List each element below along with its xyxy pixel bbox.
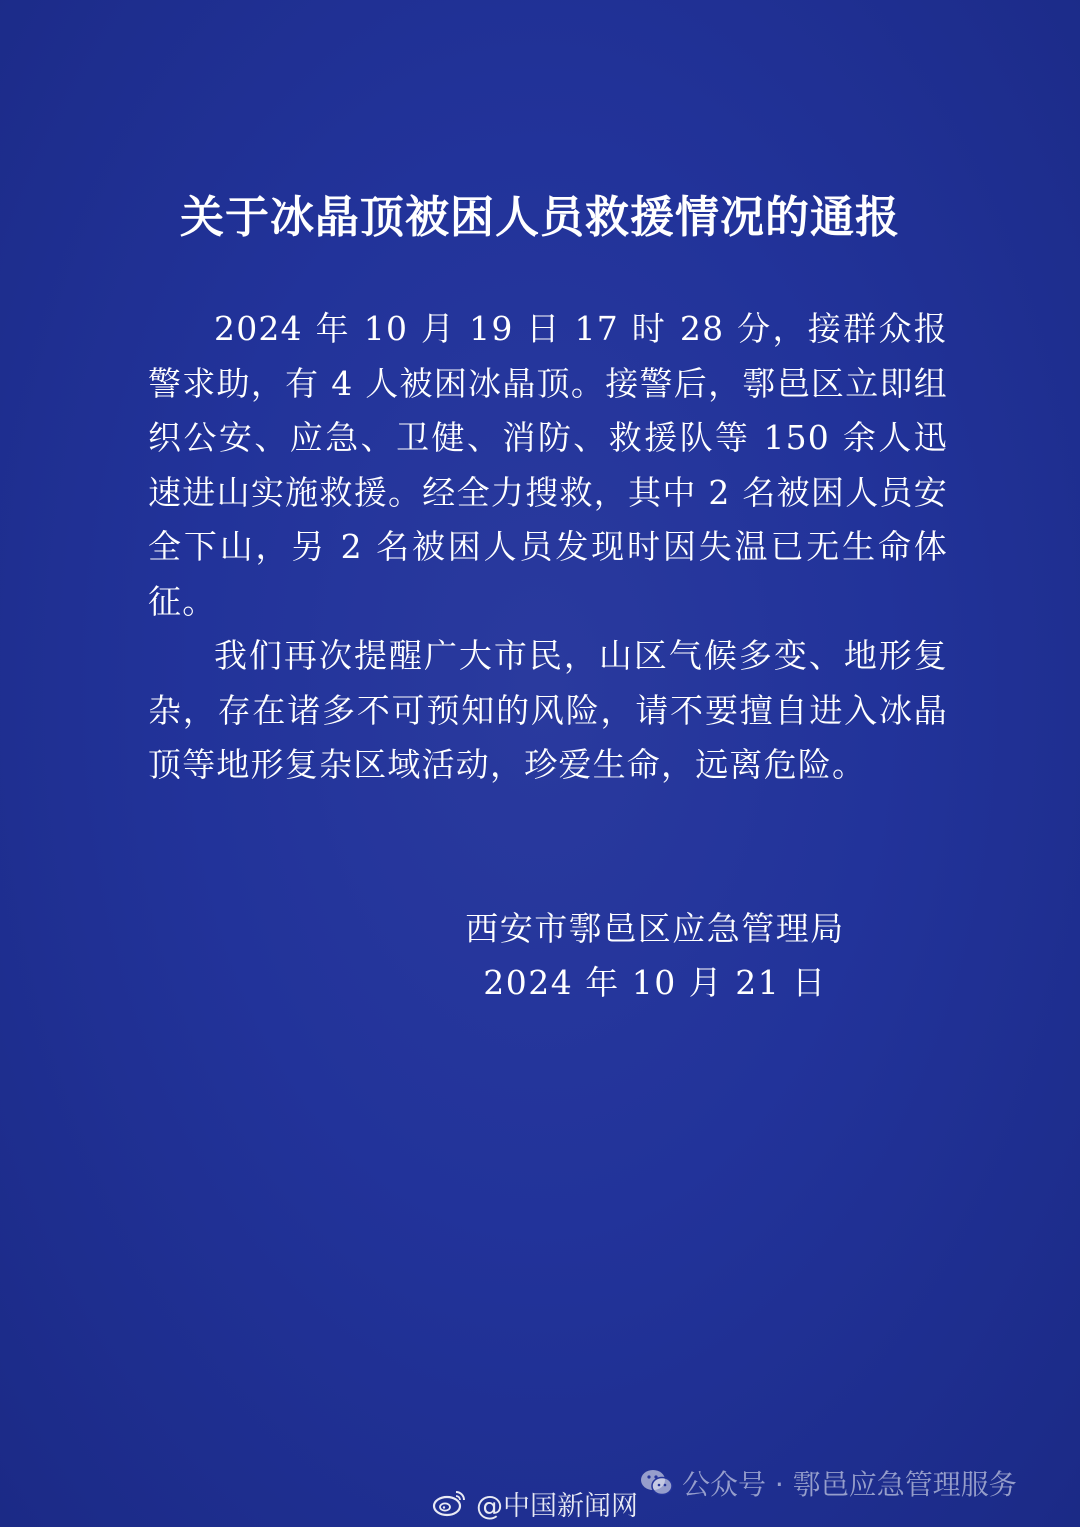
wechat-watermark: [640, 1460, 1017, 1506]
notice-title: 关于冰晶顶被困人员救援情况的通报: [180, 192, 900, 243]
signature-block: [440, 902, 870, 1010]
notice-paragraph: 2024 年 10 月 19 日 17 时 28 分，接群众报警求助，有 4 人被困冰晶顶。接警后，鄠邑区立即组织公安、应急、卫健、消防、救援队等 150 余人迅速进山实施救援。经全力搜救，其中 2 名被困人员安全下山，另 2 名被困人员发现时因失温已无生命体征。: [148, 309, 948, 621]
wechat-icon: [640, 1468, 674, 1498]
wechat-watermark-text: 公众号 · 鄠邑应急管理服务: [682, 1468, 1017, 1501]
notice-paragraph: 我们再次提醒广大市民，山区气候多变、地形复杂，存在诸多不可预知的风险，请不要擅自进入冰晶顶等地形复杂区域活动，珍爱生命，远离危险。: [148, 636, 948, 784]
signature-organization: 西安市鄠邑区应急管理局: [465, 909, 845, 948]
weibo-watermark-text: @中国新闻网: [476, 1490, 638, 1522]
signature-date: 2024 年 10 月 21 日: [483, 963, 827, 1002]
weibo-icon: [432, 1488, 468, 1518]
notice-body: [148, 302, 948, 793]
weibo-watermark: [432, 1482, 638, 1524]
